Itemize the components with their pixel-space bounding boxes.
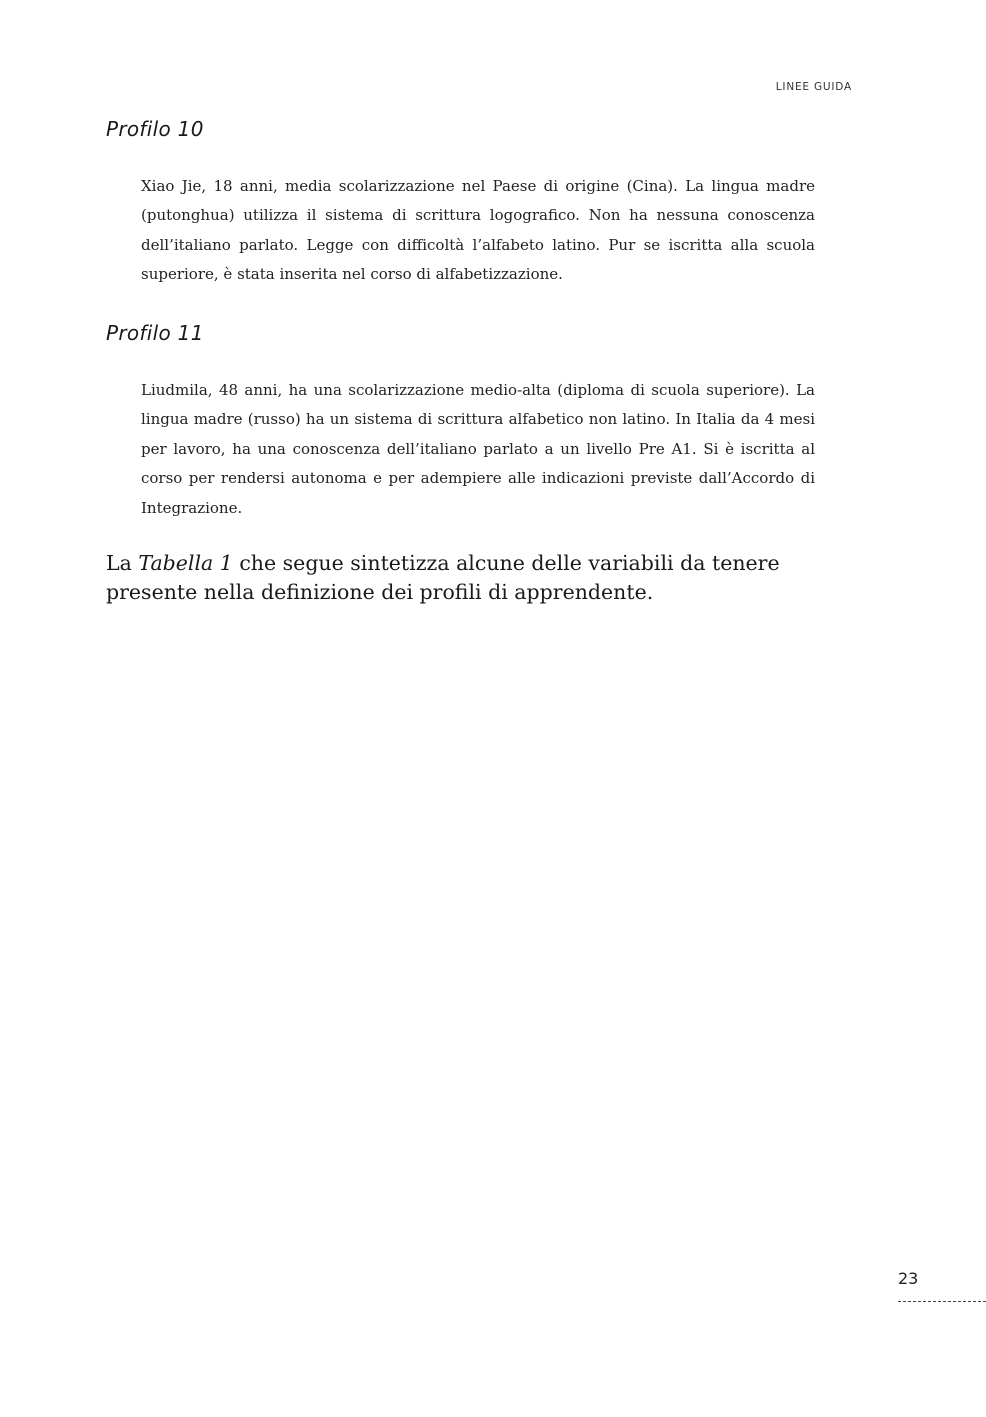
- intro-prefix: La: [106, 551, 139, 575]
- profile-10-text: Xiao Jie, 18 anni, media scolarizzazione nel Paese di origine (Cina). La lingua madre (putonghua) utilizza il sistema di scrittura logografico. Non ha nessuna conoscenza dell’italiano parlato. Legge con difficoltà l’alfabeto latino. Pur se iscritta alla scuola superiore, è stata inserita nel corso di alfabetizzazione.: [141, 177, 815, 284]
- profile-11-text: Liudmila, 48 anni, ha una scolarizzazione medio-alta (diploma di scuola superiore). La lingua madre (russo) ha un sistema di scrittura alfabetico non latino. In Italia da 4 mesi per lavoro, ha una conoscenza dell’italiano parlato a un livello Pre A1. Si è iscritta al corso per rendersi autonoma e per adempiere alle indicazioni previste dall’Accordo di Integrazione.: [141, 381, 815, 517]
- profile-11-heading: Profilo 11: [106, 321, 204, 345]
- table-reference: Tabella 1: [138, 551, 233, 575]
- page-number-rule: [898, 1301, 986, 1302]
- page-number: 23: [898, 1269, 919, 1288]
- intro-suffix: che segue sintetizza alcune delle variabili da tenere presente nella definizione dei profili di apprendente.: [106, 551, 780, 604]
- running-head: LINEE GUIDA: [775, 81, 852, 93]
- table-intro-paragraph: [106, 549, 854, 607]
- profile-10-heading: Profilo 10: [106, 117, 204, 141]
